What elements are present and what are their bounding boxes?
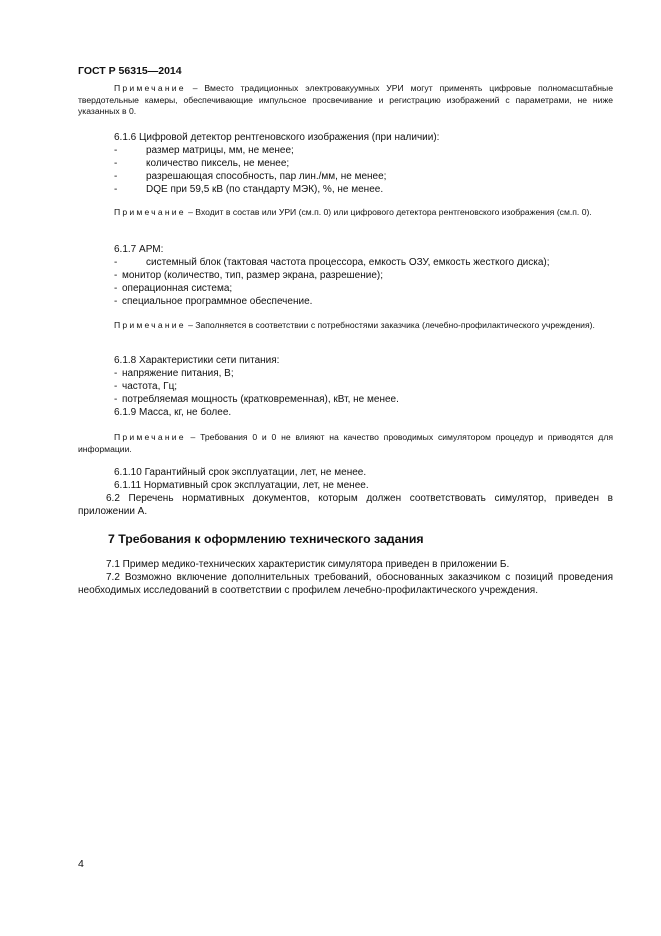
list-item: - монитор (количество, тип, размер экрана, разрешение); [114, 270, 383, 281]
section-title: 6.1.8 Характеристики сети питания: [114, 355, 280, 366]
section-6-2: 6.2 Перечень нормативных документов, которым должен соответствовать симулятор, приведен в приложении А. [78, 493, 613, 517]
note-label: Примечание [114, 320, 186, 330]
section-title: 6.1.6 Цифровой детектор рентгеновского изображения (при наличии): [114, 132, 440, 143]
paragraph-7-1: 7.1 Пример медико-технических характеристик симулятора приведен в приложении Б. [106, 559, 510, 570]
list-item: - системный блок (тактовая частота процессора, емкость ОЗУ, емкость жесткого диска); [114, 257, 550, 268]
note-3 [78, 320, 613, 332]
section-6-1-11: 6.1.11 Нормативный срок эксплуатации, лет, не менее. [114, 480, 369, 491]
section-title: 6.1.7 АРМ: [114, 244, 164, 255]
list-item: - специальное программное обеспечение. [114, 296, 313, 307]
section-6-1-10: 6.1.10 Гарантийный срок эксплуатации, лет, не менее. [114, 467, 367, 478]
note-label: Примечание [114, 207, 186, 217]
standard-header: ГОСТ Р 56315—2014 [78, 65, 182, 77]
section-6-1-6 [78, 131, 613, 196]
list-item: - разрешающая способность, пар лин./мм, не менее; [114, 171, 387, 182]
note-label: Примечание [114, 432, 186, 442]
note-text: – Вместо традиционных электровакуумных УРИ могут применять цифровые полномасштабные твердотельные камеры, обеспечивающие импульсное просвечивание и регистрацию изображений с параметрами, не ниже указанных в 0. [78, 83, 613, 116]
list-item: - напряжение питания, В; [114, 368, 234, 379]
list-item: - частота, Гц; [114, 381, 178, 392]
section-6-1-9: 6.1.9 Масса, кг, не более. [114, 407, 232, 418]
list-item: - DQE при 59,5 кВ (по стандарту МЭК), %, не менее. [114, 184, 384, 195]
section-6-1-7 [78, 243, 613, 308]
page-number: 4 [78, 858, 84, 870]
list-item: - потребляемая мощность (кратковременная), кВт, не менее. [114, 394, 399, 405]
note-label: Примечание [114, 83, 186, 93]
section-6-1-10-6-2 [78, 466, 613, 518]
paragraph-7-2: 7.2 Возможно включение дополнительных требований, обоснованных заказчиком с позиций проведения необходимых исследований в соответствии с профилем лечебно-профилактического учреждения. [78, 572, 613, 596]
note-text: – Входит в состав или УРИ (см.п. 0) или цифрового детектора рентгеновского изображения (см.п. 0). [185, 207, 592, 217]
note-4 [78, 432, 613, 455]
section-7-body [78, 558, 613, 597]
note-text: – Требования 0 и 0 не влияют на качество проводимых симулятором процедур и приводятся для информации. [78, 432, 613, 454]
note-text: – Заполняется в соответствии с потребностями заказчика (лечебно-профилактического учреждения). [185, 320, 595, 330]
note-2 [78, 207, 613, 219]
list-item: - количество пиксель, не менее; [114, 158, 290, 169]
section-6-1-8 [78, 354, 613, 419]
note-1 [78, 83, 613, 118]
list-item: - размер матрицы, мм, не менее; [114, 145, 294, 156]
section-7-heading: 7 Требования к оформлению технического задания [108, 532, 424, 546]
list-item: - операционная система; [114, 283, 233, 294]
